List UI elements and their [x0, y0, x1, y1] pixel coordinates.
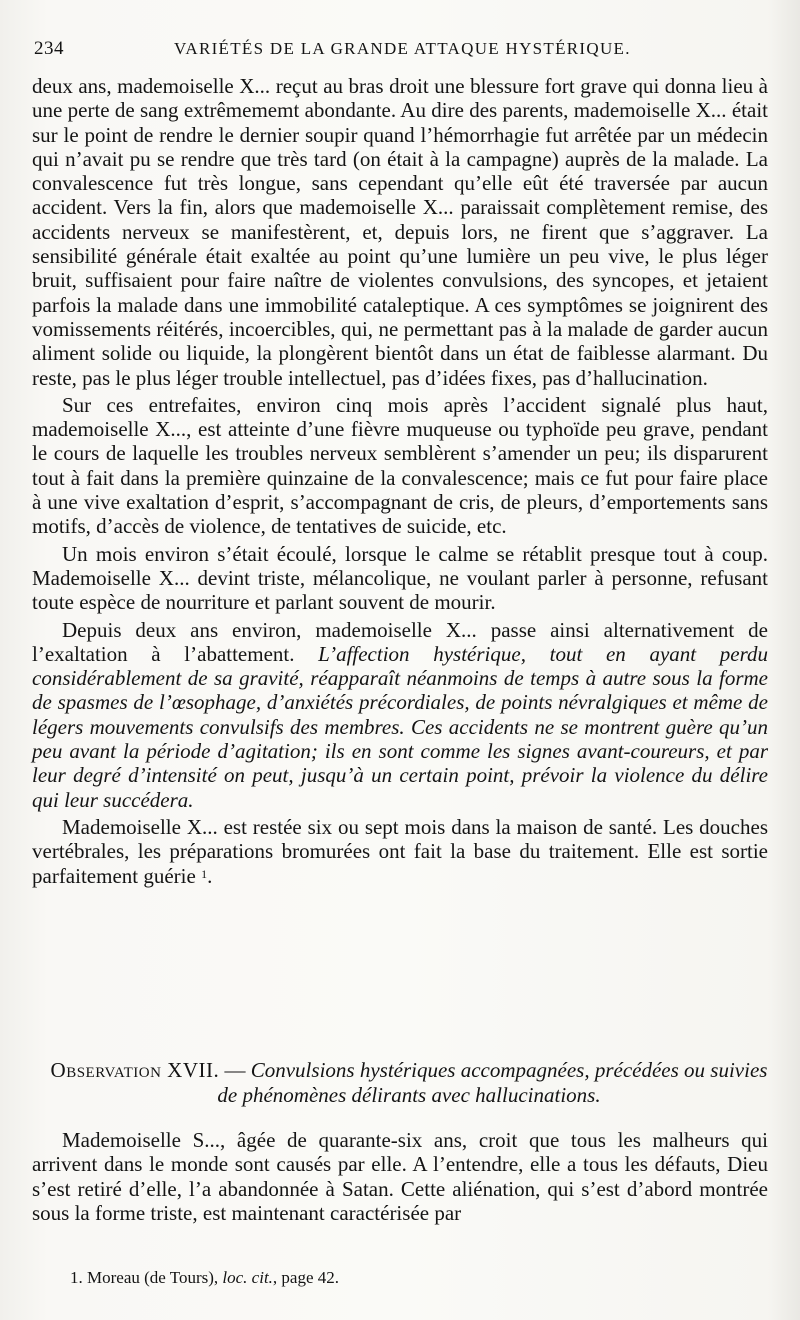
page-number: 234	[34, 38, 64, 59]
paragraph-6: Mademoiselle S..., âgée de quarante-six ans, croit que tous les malheurs qui arrivent dans le monde sont causés par elle. A l’entendre, elle a tous les défauts, Dieu s’est retiré d’elle, l’a abandonnée à Satan. Cette aliénation, qui s’est d’abord montrée sous la forme triste, est maintenant caractérisée par	[32, 1128, 768, 1225]
paragraph-1: deux ans, mademoiselle X... reçut au bras droit une blessure fort grave qui donna lieu à une perte de sang extrêmememt abondante. Au dire des parents, mademoiselle X... était sur le point de rendre le dernier soupir quand l’hémorrhagie fut arrêtée par un médecin qui n’avait pu se rendre que très tard (on était à la campagne) auprès de la malade. La convalescence fut très longue, sans cependant qu’elle eût été traversée par aucun accident. Vers la fin, alors que mademoiselle X... paraissait complètement remise, des accidents nerveux se manifestèrent, et, depuis lors, ne firent que s’aggraver. La sensibilité générale était exaltée au point qu’une lumière un peu vive, le plus léger bruit, suffisaient pour faire naître de violentes convulsions, des syncopes, et jetaient parfois la malade dans une immobilité cataleptique. A ces symptômes se joignirent des vomissements réitérés, incoercibles, qui, ne permettant pas à la malade de garder aucun aliment solide ou liquide, la plongèrent bientôt dans un état de faiblesse alarmant. Du reste, pas le plus léger trouble intellectuel, pas d’idées fixes, pas d’hallucination.	[32, 74, 768, 390]
footnote-marker: 1	[201, 866, 208, 881]
paragraph-4	[32, 618, 768, 812]
observation-dash: —	[219, 1058, 251, 1082]
observation-title: Convulsions hystériques accompagnées, précédées ou suivies de phénomènes délirants avec hallucinations.	[217, 1058, 768, 1107]
paragraph-5	[32, 815, 768, 888]
observation-label: Observation XVII.	[50, 1058, 220, 1082]
paragraph-5-text: Mademoiselle X... est restée six ou sept mois dans la maison de santé. Les douches vertébrales, les préparations bromurées ont fait la base du traitement. Elle est sortie parfaitement guérie	[32, 814, 768, 888]
paragraph-4-italic: L’affection hystérique, tout en ayant perdu considérablement de sa gravité, réapparaît néanmoins de temps à autre sous la forme de spasmes de l’œsophage, d’anxiétés précordiales, de points névralgiques et même de légers mouvements convulsifs des membres. Ces accidents ne se montrent guère qu’un peu avant la période d’agitation; ils en sont comme les signes avant-coureurs, et par leur degré d’intensité on peut, jusqu’à un certain point, prévoir la violence du délire qui leur succédera.	[32, 641, 768, 812]
main-text-continued	[32, 1128, 768, 1225]
footnote-author: Moreau (de Tours),	[82, 1268, 223, 1287]
paragraph-3: Un mois environ s’était écoulé, lorsque le calme se rétablit presque tout à coup. Mademoiselle X... devint triste, mélancolique, ne voulant parler à personne, refusant toute espèce de nourriture et parlant souvent de mourir.	[32, 541, 768, 615]
main-text	[32, 74, 768, 888]
paragraph-2: Sur ces entrefaites, environ cinq mois après l’accident signalé plus haut, mademoiselle X..., est atteinte d’une fièvre muqueuse ou typhoïde peu grave, pendant le cours de laquelle les troubles nerveux semblèrent s’amender un peu; ils disparurent tout à fait dans la première quinzaine de la convalescence; mais ce fut pour faire place à une vive exaltation d’esprit, s’accompagnant de cris, de pleurs, d’emportements sans motifs, d’accès de violence, de tentatives de suicide, etc.	[32, 392, 768, 539]
footnote-page: , page 42.	[272, 1268, 340, 1287]
footnote-number: 1.	[70, 1268, 83, 1287]
observation-heading	[50, 1058, 768, 1108]
footnote	[70, 1268, 339, 1288]
paragraph-5-end: .	[207, 863, 213, 888]
footnote-ref: loc. cit.	[222, 1268, 273, 1287]
running-title: VARIÉTÉS DE LA GRANDE ATTAQUE HYSTÉRIQUE.	[174, 39, 631, 58]
paragraph-4-plain: Depuis deux ans environ, mademoiselle X... passe ainsi alternativement de l’exaltation à l’abattement.	[32, 617, 768, 666]
page-header	[34, 38, 760, 64]
